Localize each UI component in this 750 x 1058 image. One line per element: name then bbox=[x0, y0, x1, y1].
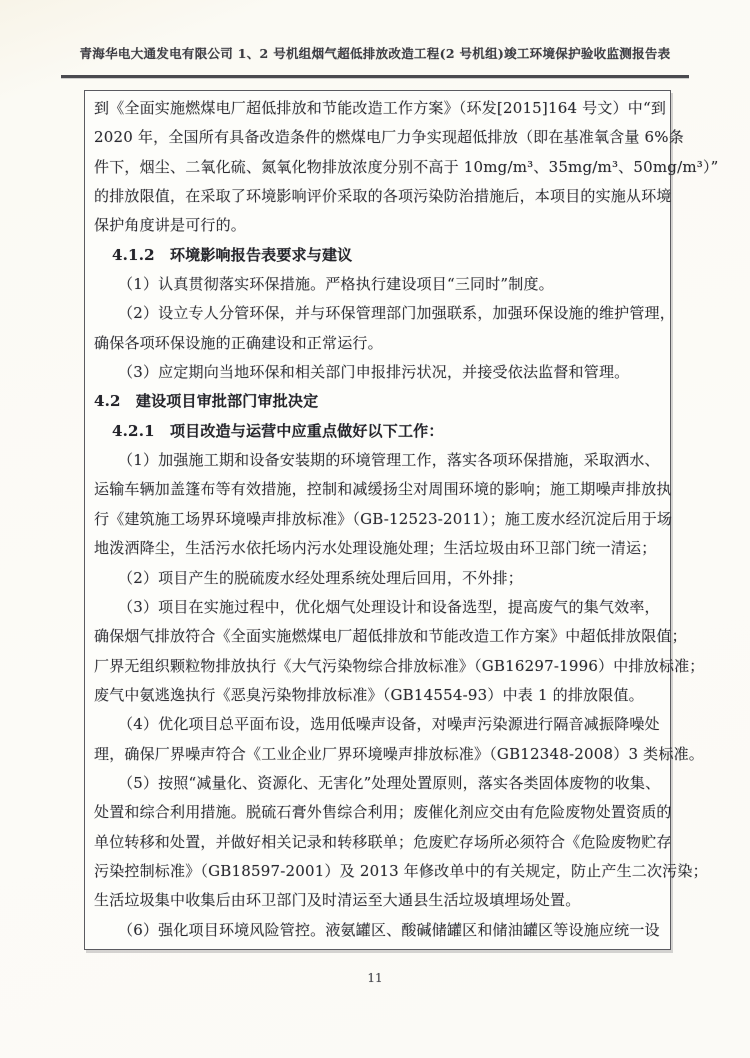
text-line: （3）项目在实施过程中，优化烟气处理设计和设备选型，提高废气的集气效率， bbox=[118, 597, 660, 616]
text-line: 件下，烟尘、二氧化硫、氮氧化物排放浓度分别不高于 10mg/m³、35mg/m³、50mg/m³）” bbox=[94, 157, 719, 176]
text-line: 处置和综合利用措施。脱硫石膏外售综合利用；废催化剂应交由有危险废物处置资质的 bbox=[94, 803, 672, 822]
text-line: （5）按照“减量化、资源化、无害化”处理处置原则，落实各类固体废物的收集、 bbox=[118, 773, 661, 792]
text-line: 行《建筑施工场界环境噪声排放标准》（GB-12523-2011）；施工废水经沉淀后用于场 bbox=[94, 509, 673, 528]
text-line: 的排放限值，在采取了环境影响评价采取的各项污染防治措施后，本项目的实施从环境 bbox=[94, 187, 672, 206]
text-line: 地泼洒降尘，生活污水依托场内污水处理设施处理；生活垃圾由环卫部门统一清运； bbox=[94, 539, 657, 558]
text-line: 2020 年，全国所有具备改造条件的燃煤电厂力争实现超低排放（即在基准氧含量 6%条 bbox=[94, 128, 684, 147]
text-line: （2）项目产生的脱硫废水经处理系统处理后回用，不外排； bbox=[118, 568, 523, 587]
text-line: 保护角度讲是可行的。 bbox=[94, 216, 247, 235]
text-line: （2）设立专人分管环保，并与环保管理部门加强联系，加强环保设施的维护管理， bbox=[118, 304, 675, 323]
text-line: 4.2.1 项目改造与运营中应重点做好以下工作： bbox=[112, 421, 444, 440]
text-line: （3）应定期向当地环保和相关部门申报排污状况，并接受依法监督和管理。 bbox=[118, 363, 630, 382]
text-line: 确保烟气排放符合《全面实施燃煤电厂超低排放和节能改造工作方案》中超低排放限值； bbox=[94, 627, 687, 646]
text-line: 厂界无组织颗粒物排放执行《大气污染物综合排放标准》（GB16297-1996）中排放标准； bbox=[94, 656, 705, 675]
text-line: 污染控制标准》（GB18597-2001）及 2013 年修改单中的有关规定，防止产生二次污染； bbox=[94, 861, 708, 880]
text-line: 4.1.2 环境影响报告表要求与建议 bbox=[112, 245, 353, 264]
page-number: 11 bbox=[367, 971, 383, 985]
text-line: 理，确保厂界噪声符合《工业企业厂界环境噪声排放标准》（GB12348-2008）3 类标准。 bbox=[94, 744, 704, 763]
text-line: 生活垃圾集中收集后由环卫部门及时清运至大通县生活垃圾填埋场处置。 bbox=[94, 891, 581, 910]
text-line: 单位转移和处置，并做好相关记录和转移联单；危废贮存场所必须符合《危险废物贮存 bbox=[94, 832, 672, 851]
text-line: （1）认真贯彻落实环保措施。严格执行建设项目“三同时”制度。 bbox=[118, 275, 554, 294]
header-rule bbox=[61, 75, 689, 78]
text-line: 4.2 建设项目审批部门审批决定 bbox=[94, 392, 319, 411]
text-line: 确保各项环保设施的正确建设和正常运行。 bbox=[94, 333, 383, 352]
text-line: （1）加强施工期和设备安装期的环境管理工作，落实各项环保措施，采取洒水、 bbox=[118, 451, 660, 470]
text-line: （6）强化项目环境风险管控。液氨罐区、酸碱储罐区和储油罐区等设施应统一设 bbox=[118, 920, 660, 939]
text-line: 运输车辆加盖篷布等有效措施，控制和减缓扬尘对周围环境的影响；施工期噪声排放执 bbox=[94, 480, 672, 499]
text-line: （4）优化项目总平面布设，选用低噪声设备，对噪声污染源进行隔音减振降噪处 bbox=[118, 715, 660, 734]
text-line: 到《全面实施燃煤电厂超低排放和节能改造工作方案》（环发[2015]164 号文）中“到 bbox=[94, 99, 667, 117]
document-header-title: 青海华电大通发电有限公司 1、2 号机组烟气超低排放改造工程(2 号机组)竣工环境保护验收监测报告表 bbox=[79, 46, 671, 61]
text-line: 废气中氨逃逸执行《恶臭污染物排放标准》（GB14554-93）中表 1 的排放限值。 bbox=[94, 685, 644, 704]
report-content-box bbox=[84, 90, 719, 950]
